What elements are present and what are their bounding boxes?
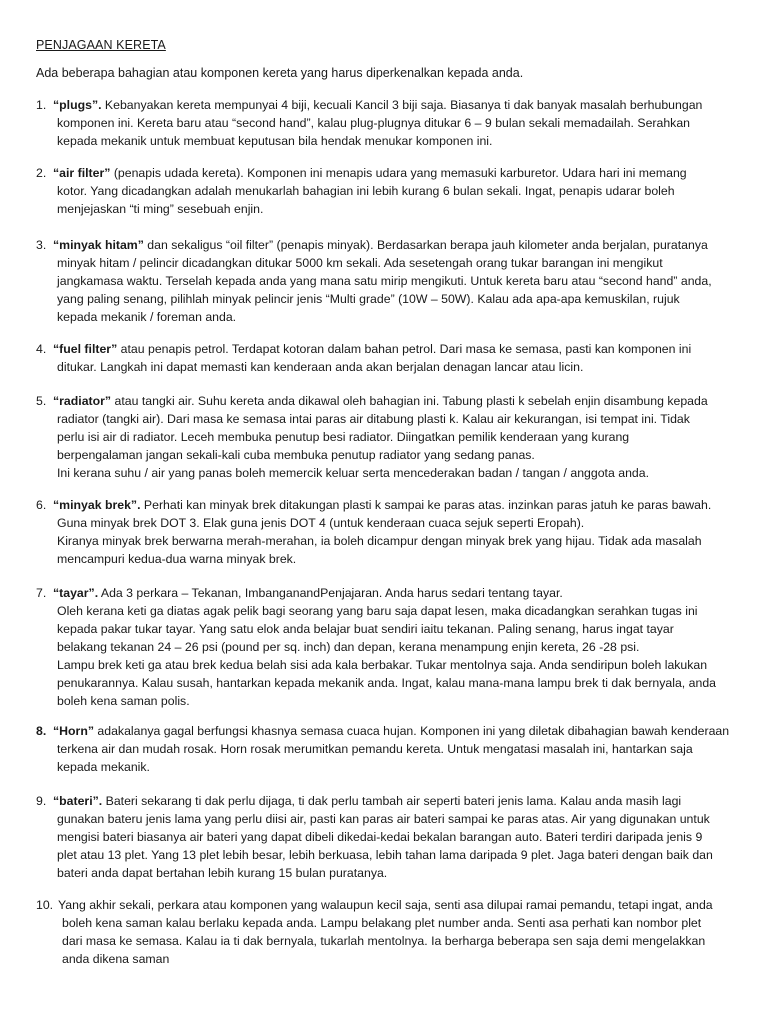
item-line — [53, 722, 748, 740]
list-item — [36, 164, 748, 218]
item-line-text: Kebanyakan kereta mempunyai 4 biji, kecuali Kancil 3 biji saja. Biasanya ti dak banyak masalah berhubungan — [101, 98, 703, 112]
list-item — [36, 792, 748, 882]
item-line-text: Bateri sekarang ti dak perlu dijaga, ti dak perlu tambah air seperti bateri jenis lama. Kalau anda masih lagi — [102, 794, 682, 808]
item-line — [53, 272, 748, 290]
item-number: 1. — [36, 98, 47, 112]
item-keyword: “minyak hitam” — [53, 238, 144, 252]
item-line-text: Yang akhir sekali, perkara atau komponen yang walaupun kecil saja, senti asa dilupai ramai pemandu, tetapi ingat, anda — [58, 898, 713, 912]
item-line — [53, 674, 748, 692]
item-line — [53, 656, 748, 674]
item-line-text: anda dikena saman — [62, 952, 170, 966]
item-line — [58, 932, 748, 950]
item-line-text: Oleh kerana keti ga diatas agak pelik bagi seorang yang baru saja dapat lesen, maka dicadangkan serahkan tugas ini — [57, 604, 698, 618]
list-item — [36, 96, 748, 150]
intro-paragraph: Ada beberapa bahagian atau komponen kereta yang harus diperkenalkan kepada anda. — [36, 66, 524, 80]
item-number: 2. — [36, 166, 47, 180]
item-line — [53, 810, 748, 828]
item-line — [58, 914, 748, 932]
item-line-text: gunakan bateru jenis lama yang perlu diisi air, pasti kan paras air bateri sampai ke paras atas. Air yang digunakan untuk — [57, 812, 710, 826]
item-line-text: menjejaskan “ti ming” sesebuah enjin. — [57, 202, 264, 216]
item-line — [53, 692, 748, 710]
item-line-text: Ini kerana suhu / air yang panas boleh memercik keluar serta mencederakan badan / tangan / anggota anda. — [57, 466, 649, 480]
item-line-text: kepada mekanik / foreman anda. — [57, 310, 237, 324]
item-text — [53, 340, 748, 376]
item-text — [53, 496, 748, 568]
item-line — [53, 514, 748, 532]
item-number: 7. — [36, 586, 47, 600]
item-line — [53, 410, 748, 428]
item-number: 5. — [36, 394, 47, 408]
item-keyword: “radiator” — [53, 394, 112, 408]
item-line — [53, 584, 748, 602]
item-line-text: kotor. Yang dicadangkan adalah menukarlah bahagian ini lebih kurang 6 bulan sekali. Ingat, penapis udarar boleh — [57, 184, 675, 198]
item-line — [53, 638, 748, 656]
item-line-text: yang paling senang, pilihlah minyak pelincir jenis “Multi grade” (10W – 50W). Kalau ada apa-apa kemuskilan, rujuk — [57, 292, 680, 306]
item-line — [53, 96, 748, 114]
item-line — [53, 164, 748, 182]
item-line-text: ditukar. Langkah ini dapat memasti kan kenderaan anda akan berjalan denagan lancar atau licin. — [57, 360, 584, 374]
item-line — [58, 950, 748, 968]
item-line — [53, 254, 748, 272]
item-number: 6. — [36, 498, 47, 512]
item-line-text: kepada mekanik untuk membuat keputusan bila hendak menukar komponen ini. — [57, 134, 493, 148]
item-line-text: boleh kena saman polis. — [57, 694, 190, 708]
document-title: PENJAGAAN KERETA — [36, 38, 166, 52]
item-line — [53, 464, 748, 482]
list-item — [36, 896, 748, 968]
item-line — [53, 290, 748, 308]
item-text — [53, 722, 748, 776]
item-text — [53, 96, 748, 150]
item-line-text: Guna minyak brek DOT 3. Elak guna jenis DOT 4 (untuk kenderaan cuaca sejuk seperti Eropah). — [57, 516, 585, 530]
item-line-text: adakalanya gagal berfungsi khasnya semasa cuaca hujan. Komponen ini yang diletak dibahagian bawah kenderaan — [94, 724, 730, 738]
item-line — [53, 132, 748, 150]
item-line — [53, 864, 748, 882]
item-line-text: dari masa ke semasa. Kalau ia ti dak bernyala, tukarlah mentolnya. Ia berharga beberapa sen saja demi mengelakkan — [62, 934, 706, 948]
item-line-text: radiator (tangki air). Dari masa ke semasa intai paras air ditabung plasti k. Kalau air kekurangan, isi tempat ini. Tidak — [57, 412, 690, 426]
item-keyword: “fuel filter” — [53, 342, 118, 356]
item-line-text: dan sekaligus “oil filter” (penapis minyak). Berdasarkan berapa jauh kilometer anda berjalan, puratanya — [143, 238, 708, 252]
item-line-text: perlu isi air di radiator. Leceh membuka penutup besi radiator. Diingatkan pemilik kenderaan yang kurang — [57, 430, 630, 444]
list-item — [36, 496, 748, 568]
item-keyword: “tayar”. — [53, 586, 99, 600]
item-line-text: terkena air dan mudah rosak. Horn rosak merumitkan pemandu kereta. Untuk mengatasi masalah ini, hantarkan saja — [57, 742, 693, 756]
item-line-text: penukarannya. Kalau susah, hantarkan kepada mekanik anda. Ingat, kalau mana-mana lampu brek ti dak bernyala, anda — [57, 676, 716, 690]
item-line — [53, 846, 748, 864]
item-line — [53, 182, 748, 200]
item-line-text: Kiranya minyak brek berwarna merah-merahan, ia boleh dicampur dengan minyak brek yang hijau. Tidak ada masalah — [57, 534, 702, 548]
item-text — [53, 792, 748, 882]
item-line-text: Perhati kan minyak brek ditakungan plasti k sampai ke paras atas. inzinkan paras jatuh ke paras bawah. — [140, 498, 712, 512]
item-line — [53, 392, 748, 410]
item-number: 9. — [36, 794, 47, 808]
item-line — [53, 602, 748, 620]
item-keyword: “Horn” — [53, 724, 94, 738]
item-line-text: belakang tekanan 24 – 26 psi (pound per sq. inch) dan depan, kerana menampung enjin kereta, 26 -28 psi. — [57, 640, 640, 654]
item-line-text: bateri anda dapat bertahan lebih kurang 15 bulan puratanya. — [57, 866, 388, 880]
item-line-text: minyak hitam / pelincir dicadangkan ditukar 5000 km sekali. Ada sesetengah orang tukar barangan ini mengikut — [57, 256, 663, 270]
item-keyword: “bateri”. — [53, 794, 103, 808]
item-keyword: “minyak brek”. — [53, 498, 141, 512]
item-line — [53, 446, 748, 464]
item-text — [53, 584, 748, 710]
list-item — [36, 584, 748, 710]
item-line-text: Lampu brek keti ga atau brek kedua belah sisi ada kala berbakar. Tukar mentolnya saja. Anda sendiripun boleh lakukan — [57, 658, 708, 672]
item-keyword: “air filter” — [53, 166, 111, 180]
item-line — [53, 740, 748, 758]
item-line — [53, 308, 748, 326]
item-line — [53, 620, 748, 638]
item-text — [53, 236, 748, 326]
item-number: 8. — [36, 724, 47, 738]
item-line-text: berpengalaman jangan sekali-kali cuba membuka penutup radiator yang sedang panas. — [57, 448, 535, 462]
item-line-text: plet atau 13 plet. Yang 13 plet lebih besar, lebih berkuasa, lebih tahan lama daripada 9 plet. Jaga bateri dengan baik dan — [57, 848, 713, 862]
item-line-text: Ada 3 perkara – Tekanan, ImbanganandPenjajaran. Anda harus sedari tentang tayar. — [98, 586, 563, 600]
item-line-text: jangkamasa waktu. Terselah kepada anda yang mana satu mirip mengikuti. Untuk kereta baru atau “second hand” anda, — [57, 274, 712, 288]
item-text — [53, 164, 748, 218]
item-line — [53, 358, 748, 376]
item-line — [53, 532, 748, 550]
list-item — [36, 392, 748, 482]
item-number: 4. — [36, 342, 47, 356]
item-line-text: mengisi bateri biasanya air bateri yang dapat dibeli dikedai-kedai bekalan barangan auto. Bateri terdiri daripada jenis 9 — [57, 830, 703, 844]
item-line — [53, 828, 748, 846]
item-line-text: boleh kena saman kalau berlaku kepada anda. Lampu belakang plet number anda. Senti asa perhati kan nombor plet — [62, 916, 702, 930]
item-line — [53, 200, 748, 218]
item-line — [53, 496, 748, 514]
item-line — [53, 340, 748, 358]
item-line — [53, 792, 748, 810]
item-line-text: atau penapis petrol. Terdapat kotoran dalam bahan petrol. Dari masa ke semasa, pasti kan komponen ini — [117, 342, 692, 356]
list-item — [36, 340, 748, 376]
item-number: 3. — [36, 238, 47, 252]
item-number: 10. — [36, 898, 54, 912]
item-line-text: kepada mekanik. — [57, 760, 150, 774]
item-line-text: mencampuri kedua-dua warna minyak brek. — [57, 552, 297, 566]
item-line-text: komponen ini. Kereta baru atau “second hand”, kalau plug-plugnya ditukar 6 – 9 bulan sekali memadailah. Serahkan — [57, 116, 691, 130]
item-line — [53, 758, 748, 776]
item-line — [58, 896, 748, 914]
list-item — [36, 722, 748, 776]
item-line — [53, 236, 748, 254]
list-item — [36, 236, 748, 326]
item-line — [53, 550, 748, 568]
item-line — [53, 428, 748, 446]
item-line-text: atau tangki air. Suhu kereta anda dikawal oleh bahagian ini. Tabung plasti k sebelah enjin disambung kepada — [111, 394, 708, 408]
item-line — [53, 114, 748, 132]
item-line-text: kepada pakar tukar tayar. Yang satu elok anda belajar buat sendiri iaitu tekanan. Paling senang, harus ingat tayar — [57, 622, 674, 636]
item-text — [58, 896, 748, 968]
item-text — [53, 392, 748, 482]
item-line-text: (penapis udada kereta). Komponen ini menapis udara yang memasuki karburetor. Udara hari ini memang — [110, 166, 687, 180]
item-keyword: “plugs”. — [53, 98, 102, 112]
